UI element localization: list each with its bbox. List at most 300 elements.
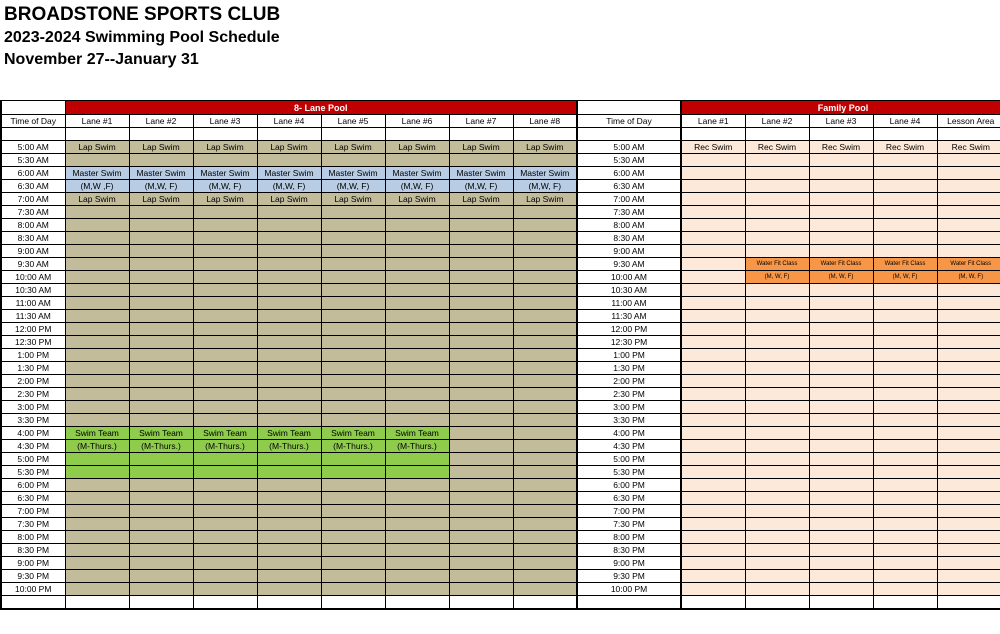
empty-slot bbox=[745, 531, 809, 544]
swim-team-slot: Swim Team bbox=[321, 427, 385, 440]
empty-slot bbox=[449, 557, 513, 570]
time-row bbox=[1, 141, 1000, 154]
empty-slot bbox=[937, 544, 1000, 557]
empty-slot bbox=[257, 375, 321, 388]
empty-slot bbox=[745, 583, 809, 596]
pool8-lane-header: Lane #6 bbox=[385, 115, 449, 128]
pool8-lane-header: Lane #1 bbox=[65, 115, 129, 128]
empty-slot bbox=[745, 284, 809, 297]
family-time-of-day-header: Time of Day bbox=[577, 115, 681, 128]
empty-slot bbox=[681, 167, 745, 180]
master-swim-days: (M,W, F) bbox=[449, 180, 513, 193]
empty-slot bbox=[129, 258, 193, 271]
empty-slot bbox=[321, 570, 385, 583]
empty-slot bbox=[65, 505, 129, 518]
empty-slot bbox=[681, 245, 745, 258]
empty-slot bbox=[745, 232, 809, 245]
empty-slot bbox=[681, 336, 745, 349]
family-time-label: 3:30 PM bbox=[577, 414, 681, 427]
swim-team-days: (M-Thurs.) bbox=[321, 440, 385, 453]
empty-slot bbox=[937, 531, 1000, 544]
lap-swim-slot: Lap Swim bbox=[321, 141, 385, 154]
empty-slot bbox=[449, 453, 513, 466]
empty-slot bbox=[321, 583, 385, 596]
empty-slot bbox=[513, 570, 577, 583]
empty-slot bbox=[745, 453, 809, 466]
empty-slot bbox=[937, 518, 1000, 531]
rec-swim-slot: Rec Swim bbox=[809, 141, 873, 154]
empty-slot bbox=[873, 492, 937, 505]
empty-slot bbox=[681, 453, 745, 466]
empty-slot bbox=[385, 232, 449, 245]
empty-slot bbox=[65, 206, 129, 219]
empty-slot bbox=[65, 310, 129, 323]
pool8-lane-header: Lane #4 bbox=[257, 115, 321, 128]
empty-slot bbox=[745, 570, 809, 583]
empty-slot bbox=[385, 258, 449, 271]
time-row bbox=[1, 544, 1000, 557]
empty-slot bbox=[65, 557, 129, 570]
empty-slot bbox=[129, 336, 193, 349]
time-label: 10:00 PM bbox=[1, 583, 65, 596]
master-swim-days: (M,W, F) bbox=[321, 180, 385, 193]
empty-slot bbox=[65, 258, 129, 271]
empty-slot bbox=[681, 427, 745, 440]
time-row bbox=[1, 258, 1000, 271]
empty-slot bbox=[193, 492, 257, 505]
lap-swim-slot: Lap Swim bbox=[65, 141, 129, 154]
empty-slot bbox=[513, 427, 577, 440]
empty-slot bbox=[745, 362, 809, 375]
empty-slot bbox=[873, 297, 937, 310]
empty-slot bbox=[193, 336, 257, 349]
water-fit-days: (M, W, F) bbox=[809, 271, 873, 284]
empty-slot bbox=[745, 544, 809, 557]
empty-slot bbox=[873, 479, 937, 492]
empty-slot bbox=[937, 219, 1000, 232]
empty-slot bbox=[321, 479, 385, 492]
empty-slot bbox=[449, 414, 513, 427]
lap-swim-slot: Lap Swim bbox=[513, 141, 577, 154]
family-time-label: 5:00 PM bbox=[577, 453, 681, 466]
empty-slot bbox=[809, 479, 873, 492]
empty-slot bbox=[745, 297, 809, 310]
empty-slot bbox=[681, 466, 745, 479]
empty-slot bbox=[937, 245, 1000, 258]
time-label: 8:30 AM bbox=[1, 232, 65, 245]
family-time-label: 4:00 PM bbox=[577, 427, 681, 440]
time-row bbox=[1, 401, 1000, 414]
time-label: 3:30 PM bbox=[1, 414, 65, 427]
empty-slot bbox=[873, 193, 937, 206]
swim-team-block bbox=[257, 466, 321, 479]
empty-slot bbox=[129, 583, 193, 596]
empty-slot bbox=[873, 206, 937, 219]
swim-team-days: (M-Thurs.) bbox=[65, 440, 129, 453]
empty-slot bbox=[449, 570, 513, 583]
empty-slot bbox=[745, 245, 809, 258]
pool8-lane-header: Lane #2 bbox=[129, 115, 193, 128]
empty-slot bbox=[321, 245, 385, 258]
empty-slot bbox=[193, 154, 257, 167]
empty-slot bbox=[129, 323, 193, 336]
empty-slot bbox=[449, 206, 513, 219]
empty-slot bbox=[193, 583, 257, 596]
empty-slot bbox=[681, 531, 745, 544]
empty-slot bbox=[681, 570, 745, 583]
empty-slot bbox=[809, 453, 873, 466]
time-row bbox=[1, 518, 1000, 531]
master-swim-slot: Master Swim bbox=[129, 167, 193, 180]
empty-slot bbox=[513, 154, 577, 167]
time-row bbox=[1, 349, 1000, 362]
empty-slot bbox=[193, 531, 257, 544]
family-time-label: 5:30 AM bbox=[577, 154, 681, 167]
empty-slot bbox=[449, 362, 513, 375]
empty-cell bbox=[129, 596, 193, 610]
time-row bbox=[1, 427, 1000, 440]
master-swim-days: (M,W, F) bbox=[257, 180, 321, 193]
empty-slot bbox=[257, 206, 321, 219]
empty-slot bbox=[449, 492, 513, 505]
empty-slot bbox=[65, 284, 129, 297]
empty-slot bbox=[873, 336, 937, 349]
empty-slot bbox=[65, 414, 129, 427]
empty-slot bbox=[385, 492, 449, 505]
empty-slot bbox=[65, 518, 129, 531]
empty-slot bbox=[809, 414, 873, 427]
empty-slot bbox=[745, 557, 809, 570]
lap-swim-slot: Lap Swim bbox=[449, 141, 513, 154]
empty-slot bbox=[385, 401, 449, 414]
empty-slot bbox=[449, 232, 513, 245]
empty-slot bbox=[873, 180, 937, 193]
empty-slot bbox=[129, 544, 193, 557]
master-swim-slot: Master Swim bbox=[449, 167, 513, 180]
master-swim-slot: Master Swim bbox=[321, 167, 385, 180]
family-time-label: 11:00 AM bbox=[577, 297, 681, 310]
empty-slot bbox=[745, 193, 809, 206]
empty-slot bbox=[65, 375, 129, 388]
empty-slot bbox=[449, 284, 513, 297]
family-time-label: 10:30 AM bbox=[577, 284, 681, 297]
family-lane-header: Lane #4 bbox=[873, 115, 937, 128]
empty-slot bbox=[129, 388, 193, 401]
empty-slot bbox=[873, 466, 937, 479]
swim-team-block bbox=[321, 466, 385, 479]
master-swim-days: (M,W, F) bbox=[129, 180, 193, 193]
empty-slot bbox=[257, 505, 321, 518]
empty-slot bbox=[449, 297, 513, 310]
empty-slot bbox=[257, 271, 321, 284]
empty-slot bbox=[385, 219, 449, 232]
family-time-label: 8:30 AM bbox=[577, 232, 681, 245]
empty-slot bbox=[65, 388, 129, 401]
empty-slot bbox=[513, 414, 577, 427]
empty-cell bbox=[321, 128, 385, 141]
empty-slot bbox=[321, 271, 385, 284]
empty-slot bbox=[257, 323, 321, 336]
empty-slot bbox=[745, 505, 809, 518]
empty-slot bbox=[873, 167, 937, 180]
empty-slot bbox=[129, 570, 193, 583]
lap-swim-slot: Lap Swim bbox=[449, 193, 513, 206]
empty-cell bbox=[65, 596, 129, 610]
family-time-label: 7:30 AM bbox=[577, 206, 681, 219]
empty-slot bbox=[193, 479, 257, 492]
empty-slot bbox=[449, 271, 513, 284]
empty-slot bbox=[809, 323, 873, 336]
time-row bbox=[1, 245, 1000, 258]
empty-slot bbox=[129, 557, 193, 570]
lap-swim-slot: Lap Swim bbox=[129, 141, 193, 154]
empty-slot bbox=[513, 375, 577, 388]
empty-slot bbox=[257, 284, 321, 297]
empty-slot bbox=[513, 440, 577, 453]
empty-slot bbox=[745, 518, 809, 531]
empty-slot bbox=[681, 271, 745, 284]
time-row bbox=[1, 284, 1000, 297]
empty-slot bbox=[513, 284, 577, 297]
empty-slot bbox=[65, 583, 129, 596]
empty-slot bbox=[745, 492, 809, 505]
title-spacer bbox=[1, 101, 65, 115]
empty-slot bbox=[65, 531, 129, 544]
time-row bbox=[1, 492, 1000, 505]
empty-slot bbox=[65, 492, 129, 505]
lap-swim-slot: Lap Swim bbox=[257, 141, 321, 154]
empty-slot bbox=[809, 206, 873, 219]
empty-slot bbox=[937, 349, 1000, 362]
empty-slot bbox=[937, 414, 1000, 427]
time-label: 2:30 PM bbox=[1, 388, 65, 401]
empty-slot bbox=[65, 362, 129, 375]
family-lane-header: Lane #2 bbox=[745, 115, 809, 128]
family-time-label: 9:00 PM bbox=[577, 557, 681, 570]
time-label: 4:30 PM bbox=[1, 440, 65, 453]
empty-slot bbox=[937, 479, 1000, 492]
empty-cell bbox=[1, 596, 65, 610]
empty-slot bbox=[321, 284, 385, 297]
time-label: 9:30 PM bbox=[1, 570, 65, 583]
rec-swim-slot: Rec Swim bbox=[937, 141, 1000, 154]
empty-slot bbox=[681, 414, 745, 427]
empty-slot bbox=[385, 388, 449, 401]
time-label: 6:00 PM bbox=[1, 479, 65, 492]
empty-slot bbox=[937, 583, 1000, 596]
empty-slot bbox=[937, 167, 1000, 180]
time-row bbox=[1, 336, 1000, 349]
empty-slot bbox=[681, 297, 745, 310]
empty-slot bbox=[745, 440, 809, 453]
swim-team-block bbox=[129, 453, 193, 466]
empty-slot bbox=[321, 349, 385, 362]
empty-slot bbox=[513, 349, 577, 362]
club-title: BROADSTONE SPORTS CLUB bbox=[4, 4, 281, 25]
empty-slot bbox=[937, 362, 1000, 375]
empty-slot bbox=[745, 323, 809, 336]
empty-slot bbox=[321, 310, 385, 323]
time-label: 8:00 AM bbox=[1, 219, 65, 232]
empty-slot bbox=[873, 583, 937, 596]
empty-slot bbox=[449, 479, 513, 492]
schedule-title: 2023-2024 Swimming Pool Schedule bbox=[4, 29, 280, 46]
empty-slot bbox=[321, 206, 385, 219]
empty-slot bbox=[937, 375, 1000, 388]
family-time-label: 12:30 PM bbox=[577, 336, 681, 349]
time-label: 6:00 AM bbox=[1, 167, 65, 180]
empty-slot bbox=[513, 232, 577, 245]
empty-slot bbox=[385, 323, 449, 336]
empty-slot bbox=[65, 271, 129, 284]
empty-slot bbox=[873, 427, 937, 440]
master-swim-days: (M,W ,F) bbox=[65, 180, 129, 193]
empty-slot bbox=[193, 401, 257, 414]
family-time-label: 6:00 AM bbox=[577, 167, 681, 180]
time-label: 7:00 PM bbox=[1, 505, 65, 518]
empty-cell bbox=[809, 128, 873, 141]
empty-slot bbox=[257, 232, 321, 245]
swim-team-block bbox=[129, 466, 193, 479]
empty-cell bbox=[577, 596, 681, 610]
empty-slot bbox=[193, 388, 257, 401]
empty-slot bbox=[385, 479, 449, 492]
empty-slot bbox=[257, 557, 321, 570]
empty-slot bbox=[449, 219, 513, 232]
time-row bbox=[1, 479, 1000, 492]
empty-slot bbox=[937, 180, 1000, 193]
empty-slot bbox=[745, 310, 809, 323]
empty-slot bbox=[745, 154, 809, 167]
family-time-label: 1:00 PM bbox=[577, 349, 681, 362]
time-label: 12:00 PM bbox=[1, 323, 65, 336]
empty-slot bbox=[65, 323, 129, 336]
water-fit-days: (M, W, F) bbox=[873, 271, 937, 284]
master-swim-slot: Master Swim bbox=[513, 167, 577, 180]
empty-slot bbox=[129, 531, 193, 544]
time-label: 2:00 PM bbox=[1, 375, 65, 388]
empty-slot bbox=[745, 349, 809, 362]
master-swim-slot: Master Swim bbox=[257, 167, 321, 180]
empty-slot bbox=[873, 219, 937, 232]
empty-slot bbox=[193, 323, 257, 336]
time-label: 4:00 PM bbox=[1, 427, 65, 440]
time-row bbox=[1, 453, 1000, 466]
family-time-label: 2:00 PM bbox=[577, 375, 681, 388]
family-time-label: 6:30 PM bbox=[577, 492, 681, 505]
family-time-label: 7:00 PM bbox=[577, 505, 681, 518]
eight-lane-pool-title: 8- Lane Pool bbox=[65, 101, 577, 115]
empty-slot bbox=[681, 362, 745, 375]
swim-team-block bbox=[385, 466, 449, 479]
empty-slot bbox=[193, 284, 257, 297]
empty-slot bbox=[385, 375, 449, 388]
empty-slot bbox=[809, 219, 873, 232]
empty-slot bbox=[873, 154, 937, 167]
empty-slot bbox=[257, 245, 321, 258]
empty-slot bbox=[681, 375, 745, 388]
empty-slot bbox=[809, 570, 873, 583]
empty-slot bbox=[873, 440, 937, 453]
title-spacer bbox=[577, 101, 681, 115]
time-label: 7:30 AM bbox=[1, 206, 65, 219]
empty-slot bbox=[193, 518, 257, 531]
empty-slot bbox=[321, 219, 385, 232]
empty-slot bbox=[129, 401, 193, 414]
empty-slot bbox=[681, 440, 745, 453]
swim-team-slot: Swim Team bbox=[129, 427, 193, 440]
empty-slot bbox=[937, 154, 1000, 167]
empty-cell bbox=[577, 128, 681, 141]
empty-slot bbox=[129, 362, 193, 375]
empty-slot bbox=[65, 349, 129, 362]
empty-slot bbox=[257, 531, 321, 544]
empty-slot bbox=[129, 219, 193, 232]
empty-slot bbox=[681, 219, 745, 232]
time-row bbox=[1, 154, 1000, 167]
swim-team-block bbox=[321, 453, 385, 466]
empty-slot bbox=[65, 336, 129, 349]
empty-slot bbox=[449, 349, 513, 362]
empty-slot bbox=[513, 557, 577, 570]
family-time-label: 9:30 AM bbox=[577, 258, 681, 271]
family-time-label: 7:30 PM bbox=[577, 518, 681, 531]
empty-slot bbox=[873, 505, 937, 518]
empty-slot bbox=[809, 245, 873, 258]
time-label: 12:30 PM bbox=[1, 336, 65, 349]
swim-team-block bbox=[65, 466, 129, 479]
empty-slot bbox=[257, 258, 321, 271]
empty-slot bbox=[937, 505, 1000, 518]
empty-slot bbox=[809, 440, 873, 453]
empty-slot bbox=[513, 583, 577, 596]
empty-slot bbox=[321, 297, 385, 310]
empty-slot bbox=[809, 362, 873, 375]
empty-slot bbox=[809, 557, 873, 570]
lap-swim-slot: Lap Swim bbox=[385, 193, 449, 206]
empty-slot bbox=[449, 518, 513, 531]
empty-slot bbox=[449, 440, 513, 453]
empty-slot bbox=[129, 206, 193, 219]
empty-slot bbox=[513, 258, 577, 271]
swim-team-days: (M-Thurs.) bbox=[193, 440, 257, 453]
time-label: 6:30 PM bbox=[1, 492, 65, 505]
spacer-row bbox=[1, 128, 1000, 141]
empty-slot bbox=[513, 453, 577, 466]
empty-slot bbox=[321, 401, 385, 414]
empty-slot bbox=[937, 388, 1000, 401]
swim-team-slot: Swim Team bbox=[193, 427, 257, 440]
empty-slot bbox=[745, 427, 809, 440]
lap-swim-slot: Lap Swim bbox=[65, 193, 129, 206]
time-row bbox=[1, 167, 1000, 180]
empty-slot bbox=[449, 375, 513, 388]
empty-slot bbox=[873, 388, 937, 401]
empty-slot bbox=[513, 245, 577, 258]
empty-slot bbox=[321, 258, 385, 271]
empty-slot bbox=[449, 336, 513, 349]
empty-slot bbox=[937, 284, 1000, 297]
empty-slot bbox=[385, 362, 449, 375]
empty-slot bbox=[937, 466, 1000, 479]
rec-swim-slot: Rec Swim bbox=[745, 141, 809, 154]
empty-cell bbox=[385, 596, 449, 610]
empty-slot bbox=[129, 284, 193, 297]
empty-slot bbox=[873, 570, 937, 583]
empty-slot bbox=[257, 414, 321, 427]
empty-slot bbox=[809, 544, 873, 557]
empty-slot bbox=[321, 518, 385, 531]
